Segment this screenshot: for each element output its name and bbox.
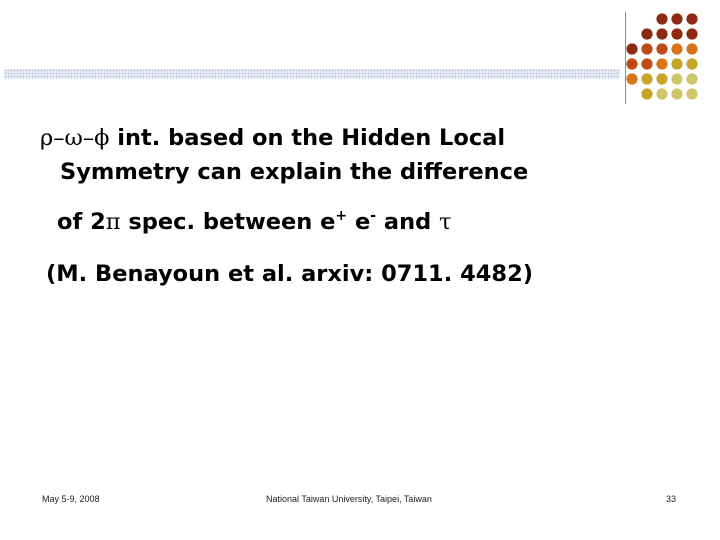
decorative-dot (641, 58, 652, 69)
decorative-dot (671, 28, 682, 39)
omega-symbol: ω (64, 125, 83, 151)
footer-date: May 5-9, 2008 (42, 494, 100, 504)
text-segment: spec. between e (120, 209, 336, 235)
phi-symbol: ϕ (94, 125, 110, 151)
decorative-dot (656, 28, 667, 39)
decorative-dot (671, 13, 682, 24)
rho-symbol: ρ (40, 125, 54, 151)
decorative-dot (686, 73, 697, 84)
decorative-dot (641, 88, 652, 99)
decorative-dot (626, 73, 637, 84)
body-line-3 (57, 208, 451, 236)
body-line-2: Symmetry can explain the difference (60, 159, 529, 185)
decorative-dot (656, 73, 667, 84)
decorative-dot (671, 73, 682, 84)
decorative-dot (686, 13, 697, 24)
decorative-dot (671, 58, 682, 69)
text-segment: e (347, 209, 371, 235)
decorative-dot (626, 58, 637, 69)
dash-symbol: – (82, 125, 95, 151)
decorative-dot-grid (0, 0, 720, 120)
body-line-1 (40, 124, 505, 152)
decorative-dot (641, 73, 652, 84)
decorative-dot (686, 28, 697, 39)
text-segment: of 2 (57, 209, 106, 235)
decorative-dot (671, 43, 682, 54)
decorative-dot (656, 58, 667, 69)
decorative-dot (656, 43, 667, 54)
superscript-minus: - (370, 208, 377, 224)
pi-symbol: π (105, 209, 121, 235)
footer-venue: National Taiwan University, Taipei, Taiwan (266, 494, 432, 504)
text-segment: and (376, 209, 440, 235)
tau-symbol: τ (439, 209, 452, 235)
dash-symbol: – (53, 125, 65, 151)
decorative-dot (641, 28, 652, 39)
decorative-dot (686, 58, 697, 69)
superscript-plus: + (335, 208, 348, 224)
decorative-dot (641, 43, 652, 54)
decorative-dot (686, 88, 697, 99)
body-line-1-text: int. based on the Hidden Local (109, 125, 506, 151)
footer-page-number: 33 (666, 494, 677, 504)
decorative-dot (686, 43, 697, 54)
decorative-dot (626, 43, 637, 54)
decorative-dot (656, 13, 667, 24)
decorative-dot (656, 88, 667, 99)
citation-line: (M. Benayoun et al. arxiv: 0711. 4482) (46, 261, 534, 287)
decorative-dot (671, 88, 682, 99)
